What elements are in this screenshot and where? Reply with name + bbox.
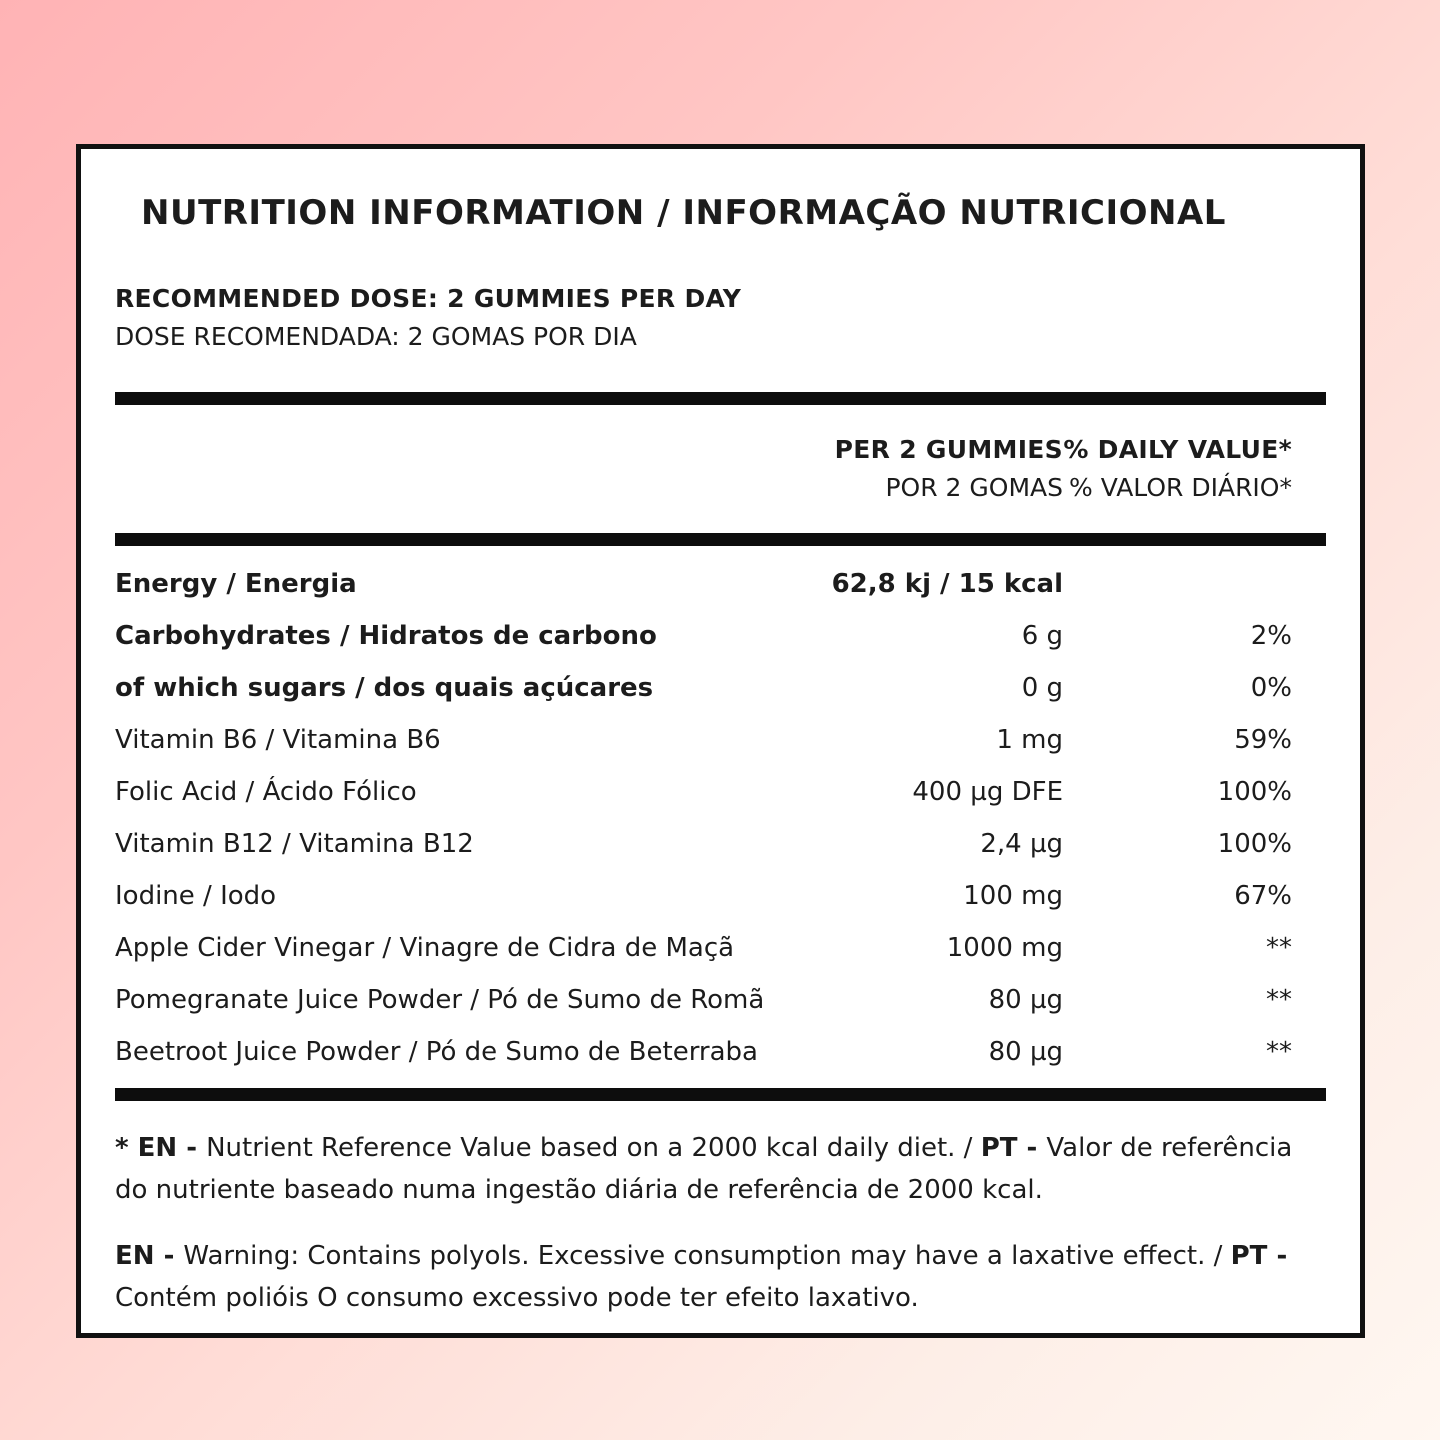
row-daily-value: ** bbox=[1266, 985, 1292, 1015]
table-header bbox=[115, 431, 1326, 507]
column-header-daily-value-pt: % VALOR DIÁRIO* bbox=[1069, 473, 1292, 502]
recommended-dose-block bbox=[115, 280, 1326, 356]
column-header-daily-value bbox=[1063, 431, 1326, 507]
footnote-reference-value: * EN - Nutrient Reference Value based on a 2000 kcal daily diet. / PT - Valor de referência do nutriente baseado numa ingestão diária de referência de 2000 kcal. bbox=[115, 1133, 1293, 1205]
row-label: Energy / Energia bbox=[115, 569, 357, 599]
divider-middle bbox=[115, 533, 1326, 546]
divider-top bbox=[115, 392, 1326, 405]
column-header-amount bbox=[823, 431, 1063, 507]
row-daily-value: 67% bbox=[1234, 881, 1292, 911]
row-daily-value: 59% bbox=[1234, 725, 1292, 755]
table-row bbox=[115, 714, 1326, 766]
row-amount: 6 g bbox=[1021, 621, 1063, 651]
table-row bbox=[115, 610, 1326, 662]
row-daily-value: 0% bbox=[1250, 673, 1292, 703]
table-row bbox=[115, 766, 1326, 818]
column-header-amount-en: PER 2 GUMMIES bbox=[834, 435, 1063, 464]
column-header-amount-pt: POR 2 GOMAS bbox=[885, 473, 1063, 502]
row-daily-value: ** bbox=[1266, 1037, 1292, 1067]
row-label: Pomegranate Juice Powder / Pó de Sumo de Romã bbox=[115, 985, 765, 1015]
column-header-daily-value-en: % DAILY VALUE* bbox=[1063, 435, 1292, 464]
table-row bbox=[115, 870, 1326, 922]
row-amount: 0 g bbox=[1021, 673, 1063, 703]
table-row bbox=[115, 1026, 1326, 1078]
table-row bbox=[115, 662, 1326, 714]
row-daily-value: 2% bbox=[1250, 621, 1292, 651]
row-amount: 100 mg bbox=[963, 881, 1063, 911]
table-row bbox=[115, 818, 1326, 870]
row-daily-value: 100% bbox=[1217, 829, 1292, 859]
row-label: Carbohydrates / Hidratos de carbono bbox=[115, 621, 657, 651]
row-label: Apple Cider Vinegar / Vinagre de Cidra de Maçã bbox=[115, 933, 735, 963]
row-amount: 80 µg bbox=[988, 985, 1063, 1015]
table-row bbox=[115, 974, 1326, 1026]
row-label: Vitamin B12 / Vitamina B12 bbox=[115, 829, 474, 859]
row-amount: 1000 mg bbox=[946, 933, 1063, 963]
table-row bbox=[115, 558, 1326, 610]
row-amount: 400 µg DFE bbox=[912, 777, 1063, 807]
nutrition-label-card bbox=[76, 144, 1365, 1338]
row-amount: 1 mg bbox=[996, 725, 1063, 755]
row-label: Vitamin B6 / Vitamina B6 bbox=[115, 725, 441, 755]
row-label: of which sugars / dos quais açúcares bbox=[115, 673, 654, 703]
table-body bbox=[115, 546, 1326, 1078]
page-title: NUTRITION INFORMATION / INFORMAÇÃO NUTRICIONAL bbox=[141, 193, 1226, 233]
row-daily-value: ** bbox=[1266, 933, 1292, 963]
row-amount: 80 µg bbox=[988, 1037, 1063, 1067]
divider-bottom bbox=[115, 1088, 1326, 1101]
recommended-dose-pt: DOSE RECOMENDADA: 2 GOMAS POR DIA bbox=[115, 322, 637, 351]
row-label: Folic Acid / Ácido Fólico bbox=[115, 777, 417, 807]
row-amount: 62,8 kj / 15 kcal bbox=[831, 569, 1063, 599]
row-daily-value: 100% bbox=[1217, 777, 1292, 807]
footnote-polyols-warning: EN - Warning: Contains polyols. Excessive consumption may have a laxative effect. / PT - Contém polióis O consumo excessivo pode ter efeito laxativo. bbox=[115, 1241, 1288, 1313]
row-label: Iodine / Iodo bbox=[115, 881, 277, 911]
recommended-dose-en: RECOMMENDED DOSE: 2 GUMMIES PER DAY bbox=[115, 284, 742, 313]
row-amount: 2,4 µg bbox=[980, 829, 1063, 859]
row-label: Beetroot Juice Powder / Pó de Sumo de Beterraba bbox=[115, 1037, 758, 1067]
table-row bbox=[115, 922, 1326, 974]
